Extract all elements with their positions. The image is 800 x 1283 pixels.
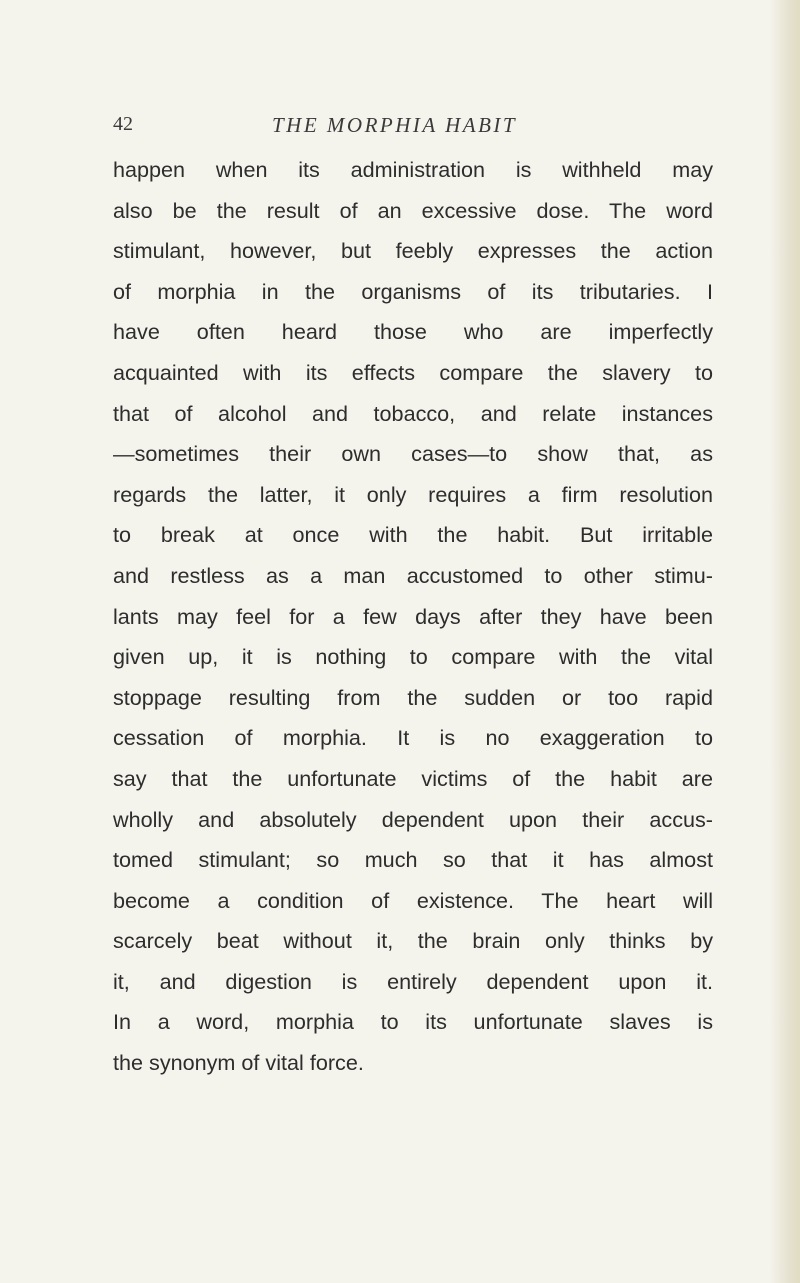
text-line: the synonym of vital force.: [113, 1050, 364, 1076]
running-head: THE MORPHIA HABIT: [272, 113, 518, 137]
text-line: scarcely beat without it, the brain only thinks by: [113, 928, 713, 954]
text-line: acquainted with its effects compare the slavery to: [113, 359, 713, 385]
text-line: —sometimes their own cases—to show that, as: [113, 441, 713, 467]
text-line: regards the latter, it only requires a firm resolution: [113, 481, 713, 507]
text-line: tomed stimulant; so much so that it has almost: [113, 847, 713, 873]
text-line: have often heard those who are imperfectly: [113, 319, 713, 345]
text-line: stoppage resulting from the sudden or too rapid: [113, 684, 713, 710]
text-line: it, and digestion is entirely dependent upon it.: [113, 968, 713, 994]
text-line: that of alcohol and tobacco, and relate instances: [113, 400, 713, 426]
text-line: stimulant, however, but feebly expresses the action: [113, 238, 713, 264]
text-line: given up, it is nothing to compare with the vital: [113, 644, 713, 670]
text-line: of morphia in the organisms of its tributaries. I: [113, 278, 713, 304]
text-line: also be the result of an excessive dose. The word: [113, 197, 713, 223]
text-line: happen when its administration is withheld may: [113, 157, 713, 182]
text-line: to break at once with the habit. But irritable: [113, 522, 713, 548]
text-line: cessation of morphia. It is no exaggeration to: [113, 725, 713, 751]
text-line: say that the unfortunate victims of the habit are: [113, 765, 713, 791]
text-line: and restless as a man accustomed to other stimu-: [113, 562, 713, 588]
text-line: lants may feel for a few days after they have been: [113, 603, 713, 629]
text-line: In a word, morphia to its unfortunate slaves is: [113, 1009, 713, 1035]
text-line: become a condition of existence. The heart will: [113, 887, 713, 913]
body-text: [113, 150, 713, 1084]
text-line: wholly and absolutely dependent upon their accus-: [113, 806, 713, 832]
page-number: 42: [113, 113, 133, 135]
